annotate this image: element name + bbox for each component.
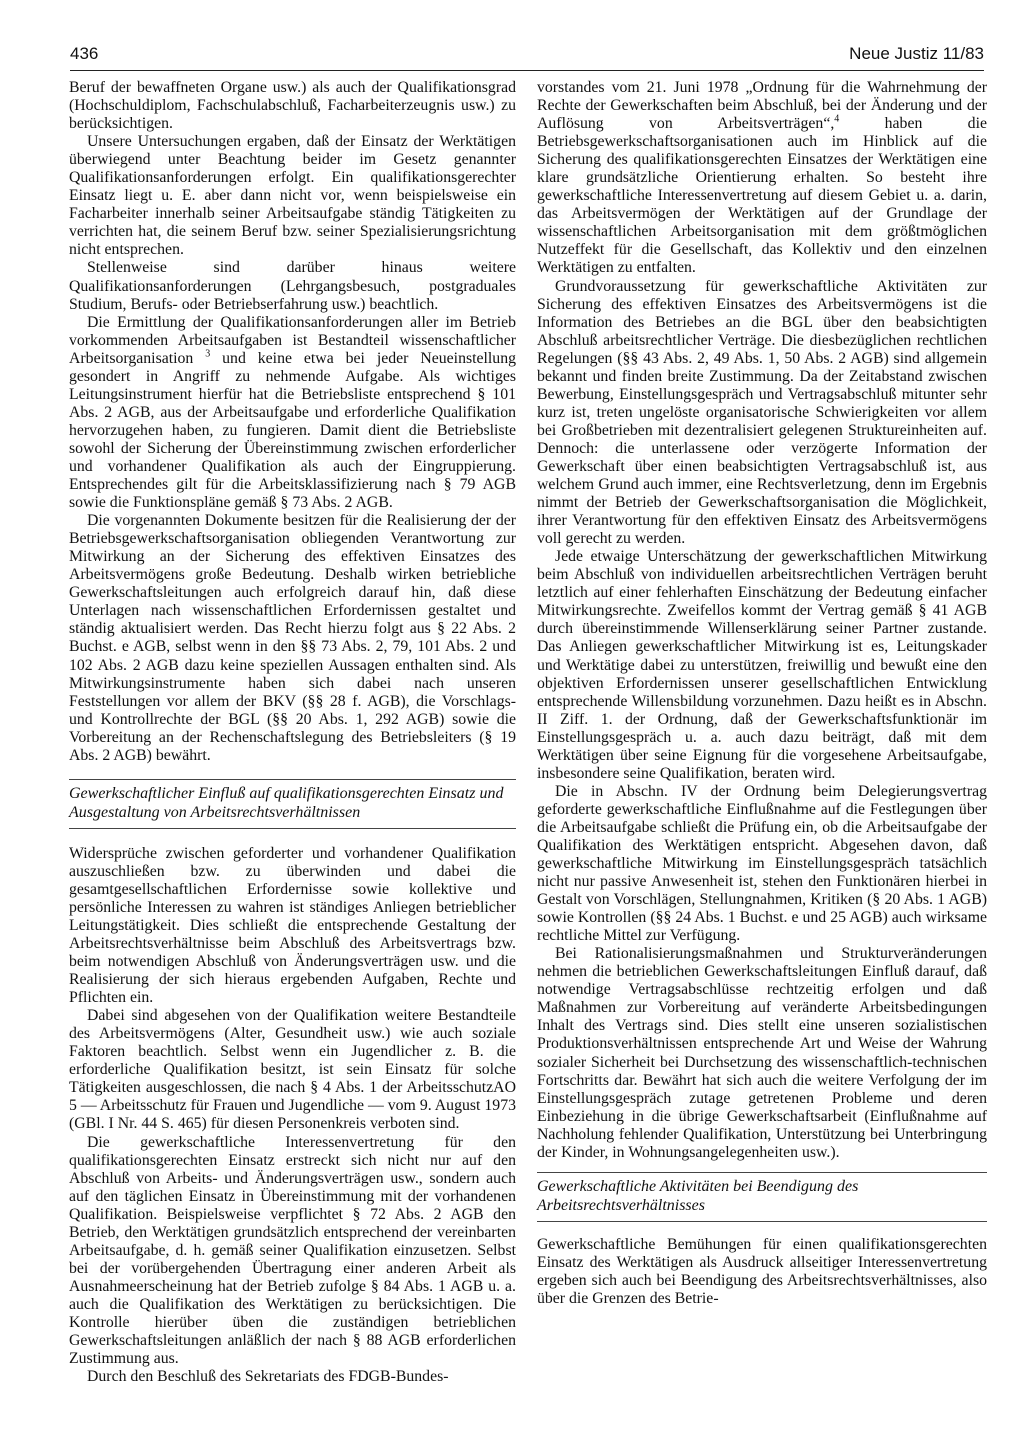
section-heading: Gewerkschaftliche Aktivitäten bei Beendigung des Arbeitsrechtsverhältnisses — [537, 1172, 987, 1222]
section-heading: Gewerkschaftlicher Einfluß auf qualifikationsgerechten Einsatz und Ausgestaltung von Arbeitsrechtsverhältnissen — [69, 779, 516, 829]
paragraph-text: vorstandes vom 21. Juni 1978 „Ordnung für die Wahrnehmung der Rechte der Gewerkschaften beim Abschluß, bei der Änderung und der Auflösung von Arbeitsverträgen“, — [537, 79, 987, 133]
paragraph: Grundvoraussetzung für gewerkschaftliche Aktivitäten zur Sicherung des effektiven Einsatzes des Arbeitsvermögens ist die Information des Betriebes an die BGL über den beabsichtigten Abschluß arbeitsrechtlicher Verträge. Die diesbezüglichen rechtlichen Regelungen (§§ 43 Abs. 2, 49 Abs. 1, 50 Abs. 2 AGB) sind allgemein bekannt und finden breite Zustimmung. Da der Zeitabstand zwischen Bewerbung, Einstellungsgespräch und Vertragsabschluß mitunter sehr kurz ist, treten ungelöste organisatorische Schwierigkeiten vor allem bei Großbetrieben mit dezentralisiert gelegenen Struktureinheiten auf. Dennoch: die unterlassene oder verzögerte Information der Gewerkschaft über einen beabsichtigten Vertragsabschluß ist, aus welchem Grund auch immer, eine Rechtsverletzung, denn im Ergebnis nimmt der Betrieb der Gewerkschaftsorganisation die Möglichkeit, ihrer Verantwortung für den effektiven Einsatz des Arbeitsvermögens voll gerecht zu werden. — [537, 277, 987, 548]
left-column — [69, 79, 516, 1386]
paragraph: Stellenweise sind darüber hinaus weitere Qualifikationsanforderungen (Lehrgangsbesuch, postgraduales Studium, Berufs- oder Betriebserfahrung usw.) beachtlich. — [69, 259, 516, 313]
paragraph-text: und keine etwa bei jeder Neueinstellung gesondert in Angriff zu nehmende Aufgabe. Als wichtiges Leitungsinstrument hierfür hat die Betriebsliste entsprechend § 101 Abs. 2 AGB, aus der Arbeitsaufgabe und erforderliche Qualifikation hervorzugehen haben, zu fungieren. Damit dient die Betriebsliste sowohl der Sicherung der Übereinstimmung zwischen erforderlicher und vorhandener Qualifikation als auch der Eingruppierung. Entsprechendes gilt für die Arbeitsklassifizierung nach § 79 AGB sowie die Funktionspläne gemäß § 73 Abs. 2 AGB. — [69, 349, 516, 512]
paragraph: Die in Abschn. IV der Ordnung beim Delegierungsvertrag geforderte gewerkschaftliche Einflußnahme auf die Festlegungen über die Arbeitsaufgabe schließt die Prüfung ein, ob die Arbeitsaufgabe der Qualifikation des Werktätigen entspricht. Abgesehen davon, daß gewerkschaftliche Mitwirkung im Einstellungsgespräch tatsächlich nicht nur passive Anwesenheit ist, stehen den Funktionären hierbei in Gestalt von Vorschlägen, Stellungnahmen, Kritiken (§ 20 Abs. 1 AGB) sowie Kontrollen (§§ 24 Abs. 1 Buchst. e und 25 AGB) auch wirksame rechtliche Mittel zur Verfügung. — [537, 782, 987, 945]
paragraph: Die vorgenannten Dokumente besitzen für die Realisierung der der Betriebsgewerkschaftsorganisation obliegenden Verantwortung zur Mitwirkung an der Sicherung des effektiven Einsatzes des Arbeitsvermögens große Bedeutung. Deshalb wirken betriebliche Gewerkschaftsleitungen auch erfolgreich darauf hin, daß diese Unterlagen nach wissenschaftlichen Erfordernissen gestaltet und ständig aktualisiert werden. Das Recht hierzu folgt aus § 22 Abs. 2 Buchst. e AGB, selbst wenn in den §§ 73 Abs. 2, 79, 101 Abs. 2 und 102 Abs. 2 AGB dazu keine speziellen Aussagen enthalten sind. Als Mitwirkungsinstrumente haben sich dabei nach unseren Feststellungen vor allem der BKV (§§ 28 f. AGB), die Vorschlags- und Kontrollrechte der BGL (§§ 20 Abs. 1, 292 AGB) sowie die Vorbereitung an der Rechenschaftslegung des Betriebsleiters (§ 19 Abs. 2 AGB) bewährt. — [69, 512, 516, 764]
paragraph: Unsere Untersuchungen ergaben, daß der Einsatz der Werktätigen überwiegend unter Beachtung beider im Gesetz genannter Qualifikationsanforderungen erfolgt. Ein qualifikationsgerechter Einsatz liegt u. E. aber dann nicht vor, wenn beispielsweise ein Facharbeiter innerhalb seiner Arbeitsaufgabe ständig Tätigkeiten zu verrichten hat, die seinem Beruf bzw. seiner Spezialisierungsrichtung nicht entsprechen. — [69, 133, 516, 259]
journal-issue: Neue Justiz 11/83 — [849, 44, 984, 63]
paragraph-text: Die Ermittlung der Qualifikationsanforderungen aller im Betrieb vorkommenden Arbeitsaufgaben ist Bestandteil wissenschaftlicher Arbeitsorganisation — [69, 313, 516, 367]
paragraph — [537, 79, 987, 278]
footnote-ref: 3 — [205, 348, 211, 360]
footnote-ref: 4 — [834, 113, 840, 125]
paragraph-text: haben die Betriebsgewerkschaftsorganisationen auch im Hinblick auf die Sicherung des qualifikationsgerechten Einsatzes der Werktätigen eine klare grundsätzliche Orientierung erhalten. So besteht ihre gewerkschaftliche Interessenvertretung auf diesem Gebiet u. a. darin, das Arbeitsvermögen der Werktätigen auf der Grundlage der wissenschaftlichen Arbeitsorganisation mit dem größtmöglichen Nutzeffekt für die Gesellschaft, das Kollektiv und den einzelnen Werktätigen zu entfalten. — [537, 115, 987, 277]
paragraph: Die gewerkschaftliche Interessenvertretung für den qualifikationsgerechten Einsatz erstreckt sich nicht nur auf den Abschluß von Arbeits- und Änderungsverträgen usw., sondern auch auf den täglichen Einsatz in Übereinstimmung mit der vorhandenen Qualifikation. Beispielsweise verpflichtet § 72 Abs. 2 AGB den Betrieb, den Werktätigen grundsätzlich entsprechend der vereinbarten Arbeitsaufgabe, d. h. gemäß seiner Qualifikation einzusetzen. Selbst bei der vorübergehenden Übertragung einer anderen Arbeit als Ausnahmeerscheinung hat der Betrieb zufolge § 84 Abs. 1 AGB u. a. auch die Qualifikation des Werktätigen zu berücksichtigen. Die Kontrolle hierüber üben die zuständigen betrieblichen Gewerkschaftsleitungen anläßlich der nach § 88 AGB erforderlichen Zustimmung aus. — [69, 1133, 516, 1368]
right-column — [537, 79, 987, 1308]
paragraph: Beruf der bewaffneten Organe usw.) als auch der Qualifikationsgrad (Hochschuldiplom, Fachschulabschluß, Facharbeiterzeugnis usw.) zu berücksichtigen. — [69, 79, 516, 133]
paragraph: Jede etwaige Unterschätzung der gewerkschaftlichen Mitwirkung beim Abschluß von individuellen arbeitsrechtlichen Verträgen beruht letztlich auf einer fehlerhaften Einschätzung der Bedeutung einfacher Mitwirkungsrechte. Zweifellos kommt der Vertrag gemäß § 41 AGB durch übereinstimmende Willenserklärung seiner Partner zustande. Das Anliegen gewerkschaftlicher Mitwirkung ist es, Leitungskader und Werktätige dabei zu unterstützen, freiwillig und bewußt eine den objektiven Erfordernissen unserer gesellschaftlichen Entwicklung entsprechende Willensbildung vorzunehmen. Dazu heißt es in Abschn. II Ziff. 1. der Ordnung, daß der Gewerkschaftsfunktionär im Einstellungsgespräch u. a. auch dazu beiträgt, daß mit dem Werktätigen über seine Eignung für die vorgesehene Arbeitsaufgabe, insbesondere seine Qualifikation, beraten wird. — [537, 548, 987, 782]
page-number: 436 — [70, 44, 99, 63]
paragraph: Durch den Beschluß des Sekretariats des FDGB-Bundes- — [87, 1368, 449, 1386]
paragraph: Gewerkschaftliche Bemühungen für einen qualifikationsgerechten Einsatz des Werktätigen als Ausdruck allseitiger Interessenvertretung ergeben sich auch bei Beendigung des Arbeitsrechtsverhältnisses, also über die Grenzen des Betrie- — [537, 1235, 987, 1307]
paragraph: Widersprüche zwischen geforderter und vorhandener Qualifikation auszuschließen bzw. zu überwinden und dabei die gesamtgesellschaftlichen Erfordernisse sowie kollektive und persönliche Interessen zu wahren ist ständiges Anliegen betrieblicher Leitungstätigkeit. Dies schließt die entsprechende Gestaltung der Arbeitsrechtsverhältnisse beim Abschluß des Arbeitsvertrags bzw. beim notwendigen Abschluß von Änderungsverträgen usw. und die Realisierung der sich hieraus ergebenden Aufgaben, Rechte und Pflichten ein. — [69, 844, 516, 1007]
paragraph: Dabei sind abgesehen von der Qualifikation weitere Bestandteile des Arbeitsvermögens (Alter, Gesundheit usw.) wie auch soziale Faktoren beachtlich. Selbst wenn ein Jugendlicher z. B. die erforderliche Qualifikation besitzt, ist sein Einsatz für solche Tätigkeiten ausgeschlossen, die nach § 4 Abs. 1 der ArbeitsschutzAO 5 — Arbeitsschutz für Frauen und Jugendliche — vom 9. August 1973 (GBl. I Nr. 44 S. 465) für diesen Personenkreis verboten sind. — [69, 1007, 516, 1133]
page-header — [70, 40, 984, 71]
paragraph — [69, 314, 516, 513]
paragraph: Bei Rationalisierungsmaßnahmen und Strukturveränderungen nehmen die betrieblichen Gewerkschaftsleitungen Einfluß darauf, daß notwendige Vertragsabschlüsse rechtzeitig erfolgen und daß Maßnahmen zur Vorbereitung auf veränderte Arbeitsbedingungen Inhalt des Vertrags sind. Dies stellt eine unseren sozialistischen Produktionsverhältnissen entsprechende Art und Weise der Wahrung sozialer Sicherheit bei Durchsetzung des wissenschaftlich-technischen Fortschritts dar. Bewährt hat sich auch die weitere Verfolgung der im Einstellungsgespräch zutage getretenen Probleme und deren Einbeziehung in die übrige Gewerkschaftsarbeit (Einflußnahme auf Nachholung fehlender Qualifikation, Unterstützung bei Unterbringung der Kinder, in Wohnungsangelegenheiten usw.). — [537, 945, 987, 1161]
